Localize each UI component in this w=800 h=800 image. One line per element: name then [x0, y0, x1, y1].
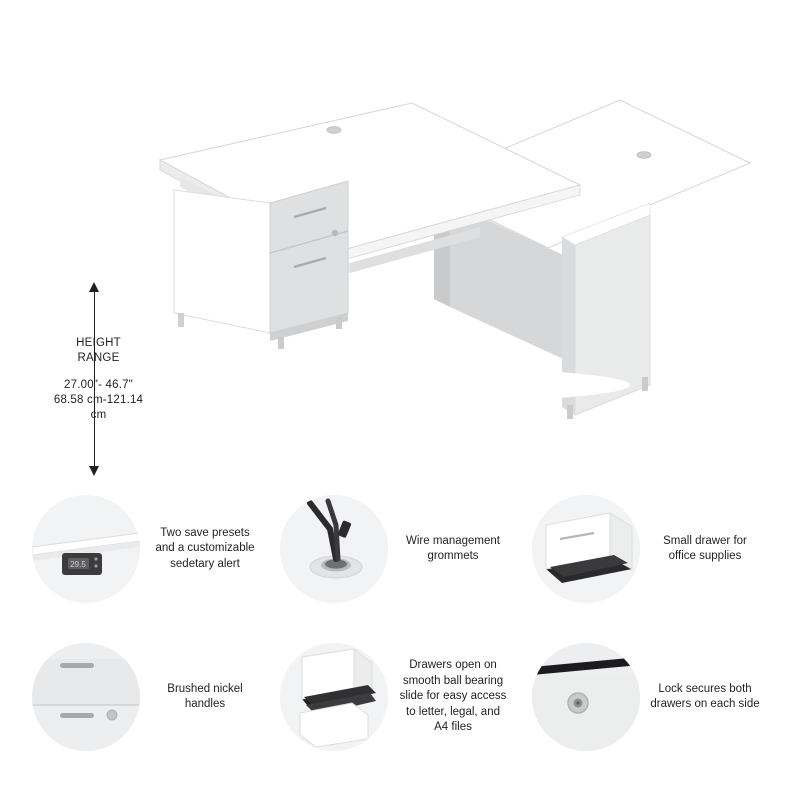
- feature-item: [32, 643, 260, 751]
- feature-grid: [0, 495, 800, 795]
- feature-item: [532, 495, 760, 603]
- height-range-title-line2: RANGE: [77, 352, 120, 364]
- file-drawer-icon: [280, 643, 388, 751]
- height-range-title-line1: HEIGHT: [76, 337, 121, 349]
- feature-caption: Two save presets and a customizable sedetary alert: [155, 526, 255, 570]
- feature-caption: Wire management grommets: [406, 534, 500, 562]
- feature-caption: Brushed nickel handles: [167, 682, 243, 710]
- feature-item: [280, 495, 508, 603]
- height-range-text: [46, 336, 151, 423]
- desk-illustration: [150, 85, 780, 445]
- height-range-metric: 68.58 cm-121.14 cm: [53, 394, 144, 421]
- feature-item: [532, 643, 760, 751]
- feature-caption: Lock secures both drawers on each side: [650, 682, 760, 710]
- drawer-handles-icon: [32, 643, 140, 751]
- height-range-imperial: 27.00"- 46.7": [64, 379, 133, 391]
- open-box-drawer-icon: [532, 495, 640, 603]
- desk-controller-icon: [32, 495, 140, 603]
- svg-text:29.5: 29.5: [70, 560, 86, 569]
- feature-caption: Small drawer for office supplies: [663, 534, 747, 562]
- cable-grommet-icon: [280, 495, 388, 603]
- height-range-callout: [46, 140, 166, 421]
- arrow-down-icon: [89, 466, 99, 476]
- feature-caption: Drawers open on smooth ball bearing slide for easy access to letter, legal, and A4 files: [399, 659, 507, 734]
- feature-item: [280, 643, 508, 751]
- lock-icon: [532, 643, 640, 751]
- feature-item: [32, 495, 260, 603]
